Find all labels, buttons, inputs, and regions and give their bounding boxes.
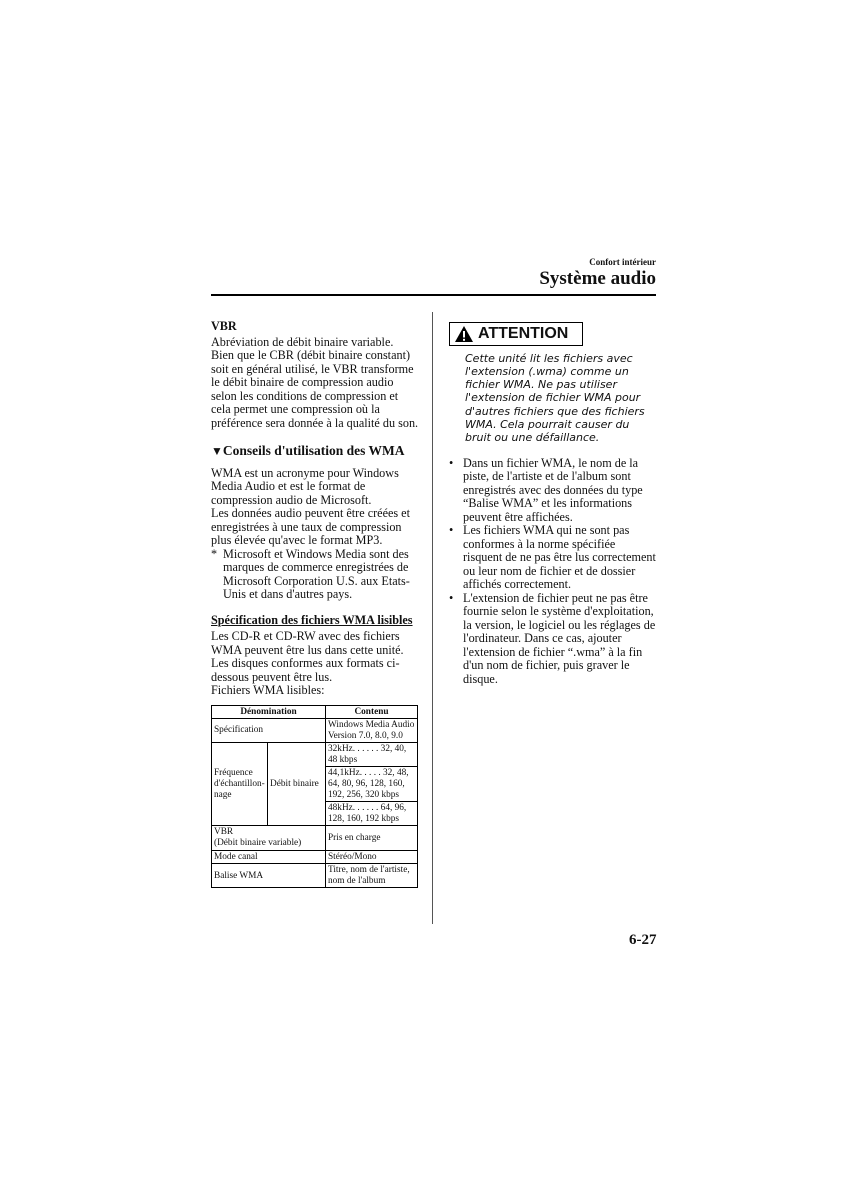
table-cell: 32kHz. . . . . . 32, 40, 48 kbps	[326, 743, 418, 767]
table-cell: Mode canal	[212, 850, 326, 864]
vbr-paragraph: Abréviation de débit binaire variable. Bien que le CBR (débit binaire constant) soit en général utilisé, le VBR transforme le débit binaire de compression audio selon les conditions de compression et cela permet une compression où la préférence sera donnée à la qualité du son.	[211, 334, 419, 430]
table-cell: Windows Media Audio Version 7.0, 8.0, 9.0	[326, 719, 418, 743]
list-item	[449, 457, 657, 525]
list-item	[449, 524, 657, 592]
list-item-text: Dans un fichier WMA, le nom de la piste, de l'artiste et de l'album sont enregistrés avec des données du type “Balise WMA” et les informations peuvent être affichées.	[463, 455, 643, 524]
table-row	[212, 826, 418, 850]
wma-paragraph-1: WMA est un acronyme pour Windows Media Audio et est le format de compression audio de Microsoft.	[211, 465, 399, 507]
table-row	[212, 743, 418, 767]
note-text: Microsoft et Windows Media sont des marques de commerce enregistrées de Microsoft Corporation U.S. aux Etats-Unis et dans d'autres pays.	[223, 546, 410, 601]
wma-heading	[211, 444, 419, 459]
warning-triangle-icon	[454, 325, 474, 343]
wma-spec-table	[211, 705, 418, 889]
note-marker: *	[211, 546, 218, 561]
list-item-text: L'extension de fichier peut ne pas être fournie selon le système d'exploitation, la version, le logiciel ou les réglages de l'ordinateur. Dans ce cas, ajouter l'extension de fichier “.wma” à la fin d'un nom de fichier, puis graver le disque.	[463, 590, 656, 686]
spec-paragraph-1: Les CD-R et CD-RW avec des fichiers WMA peuvent être lus dans cette unité.	[211, 629, 404, 657]
table-cell: Débit binaire	[268, 743, 326, 826]
spec-heading: Spécification des fichiers WMA lisibles	[211, 612, 413, 627]
wma-heading-text: Conseils d'utilisation des WMA	[222, 443, 405, 458]
section-label: Confort intérieur	[589, 257, 656, 267]
right-column	[449, 322, 657, 686]
bullet-marker: •	[449, 455, 454, 470]
column-divider	[432, 312, 433, 924]
bullet-marker: •	[449, 590, 454, 605]
header-divider	[211, 294, 656, 296]
vbr-label: VBR	[214, 827, 234, 838]
column-header: Dénomination	[212, 705, 326, 719]
wma-paragraph-2: Les données audio peuvent être créées et enregistrées à une taux de compression plus élevée qu'avec le format MP3.	[211, 506, 410, 547]
table-cell	[212, 826, 326, 850]
table-header-row	[212, 705, 418, 719]
table-cell: Balise WMA	[212, 864, 326, 888]
vbr-heading: VBR	[211, 319, 237, 333]
attention-box	[449, 322, 583, 346]
table-cell: Stéréo/Mono	[326, 850, 418, 864]
page-title: Système audio	[539, 268, 656, 289]
table-cell: 48kHz. . . . . . 64, 96, 128, 160, 192 kbps	[326, 802, 418, 826]
table-cell: Spécification	[212, 719, 326, 743]
bullet-list	[449, 457, 657, 687]
attention-label: ATTENTION	[478, 325, 569, 343]
attention-text: Cette unité lit les fichiers avec l'extension (.wma) comme un fichier WMA. Ne pas utiliser l'extension de fichier WMA pour d'autres fichiers que des fichiers WMA. Cela pourrait causer du bruit ou une défaillance.	[465, 351, 645, 445]
column-header: Contenu	[326, 705, 418, 719]
table-row	[212, 850, 418, 864]
table-cell: Pris en charge	[326, 826, 418, 850]
table-row	[212, 864, 418, 888]
bullet-marker: •	[449, 523, 454, 538]
table-cell: Fréquence d'échantillon-nage	[212, 743, 268, 826]
list-item-text: Les fichiers WMA qui ne sont pas conformes à la norme spécifiée risquent de ne pas être lus correctement ou leur nom de fichier et de dossier affichés correctement.	[463, 523, 656, 592]
page-number: 6-27	[629, 932, 657, 948]
left-column	[211, 320, 419, 888]
spec-paragraph-3: Fichiers WMA lisibles:	[211, 683, 325, 697]
trademark-note	[211, 548, 419, 602]
list-item	[449, 592, 657, 687]
table-row	[212, 719, 418, 743]
vbr-label-detail: (Débit binaire variable)	[214, 838, 302, 849]
table-cell: Titre, nom de l'artiste, nom de l'album	[326, 864, 418, 888]
triangle-marker-icon: ▼	[211, 444, 223, 458]
table-cell: 44,1kHz. . . . . 32, 48, 64, 80, 96, 128, 160, 192, 256, 320 kbps	[326, 767, 418, 802]
spec-paragraph-2: Les disques conformes aux formats ci-dessous peuvent être lus.	[211, 656, 400, 684]
